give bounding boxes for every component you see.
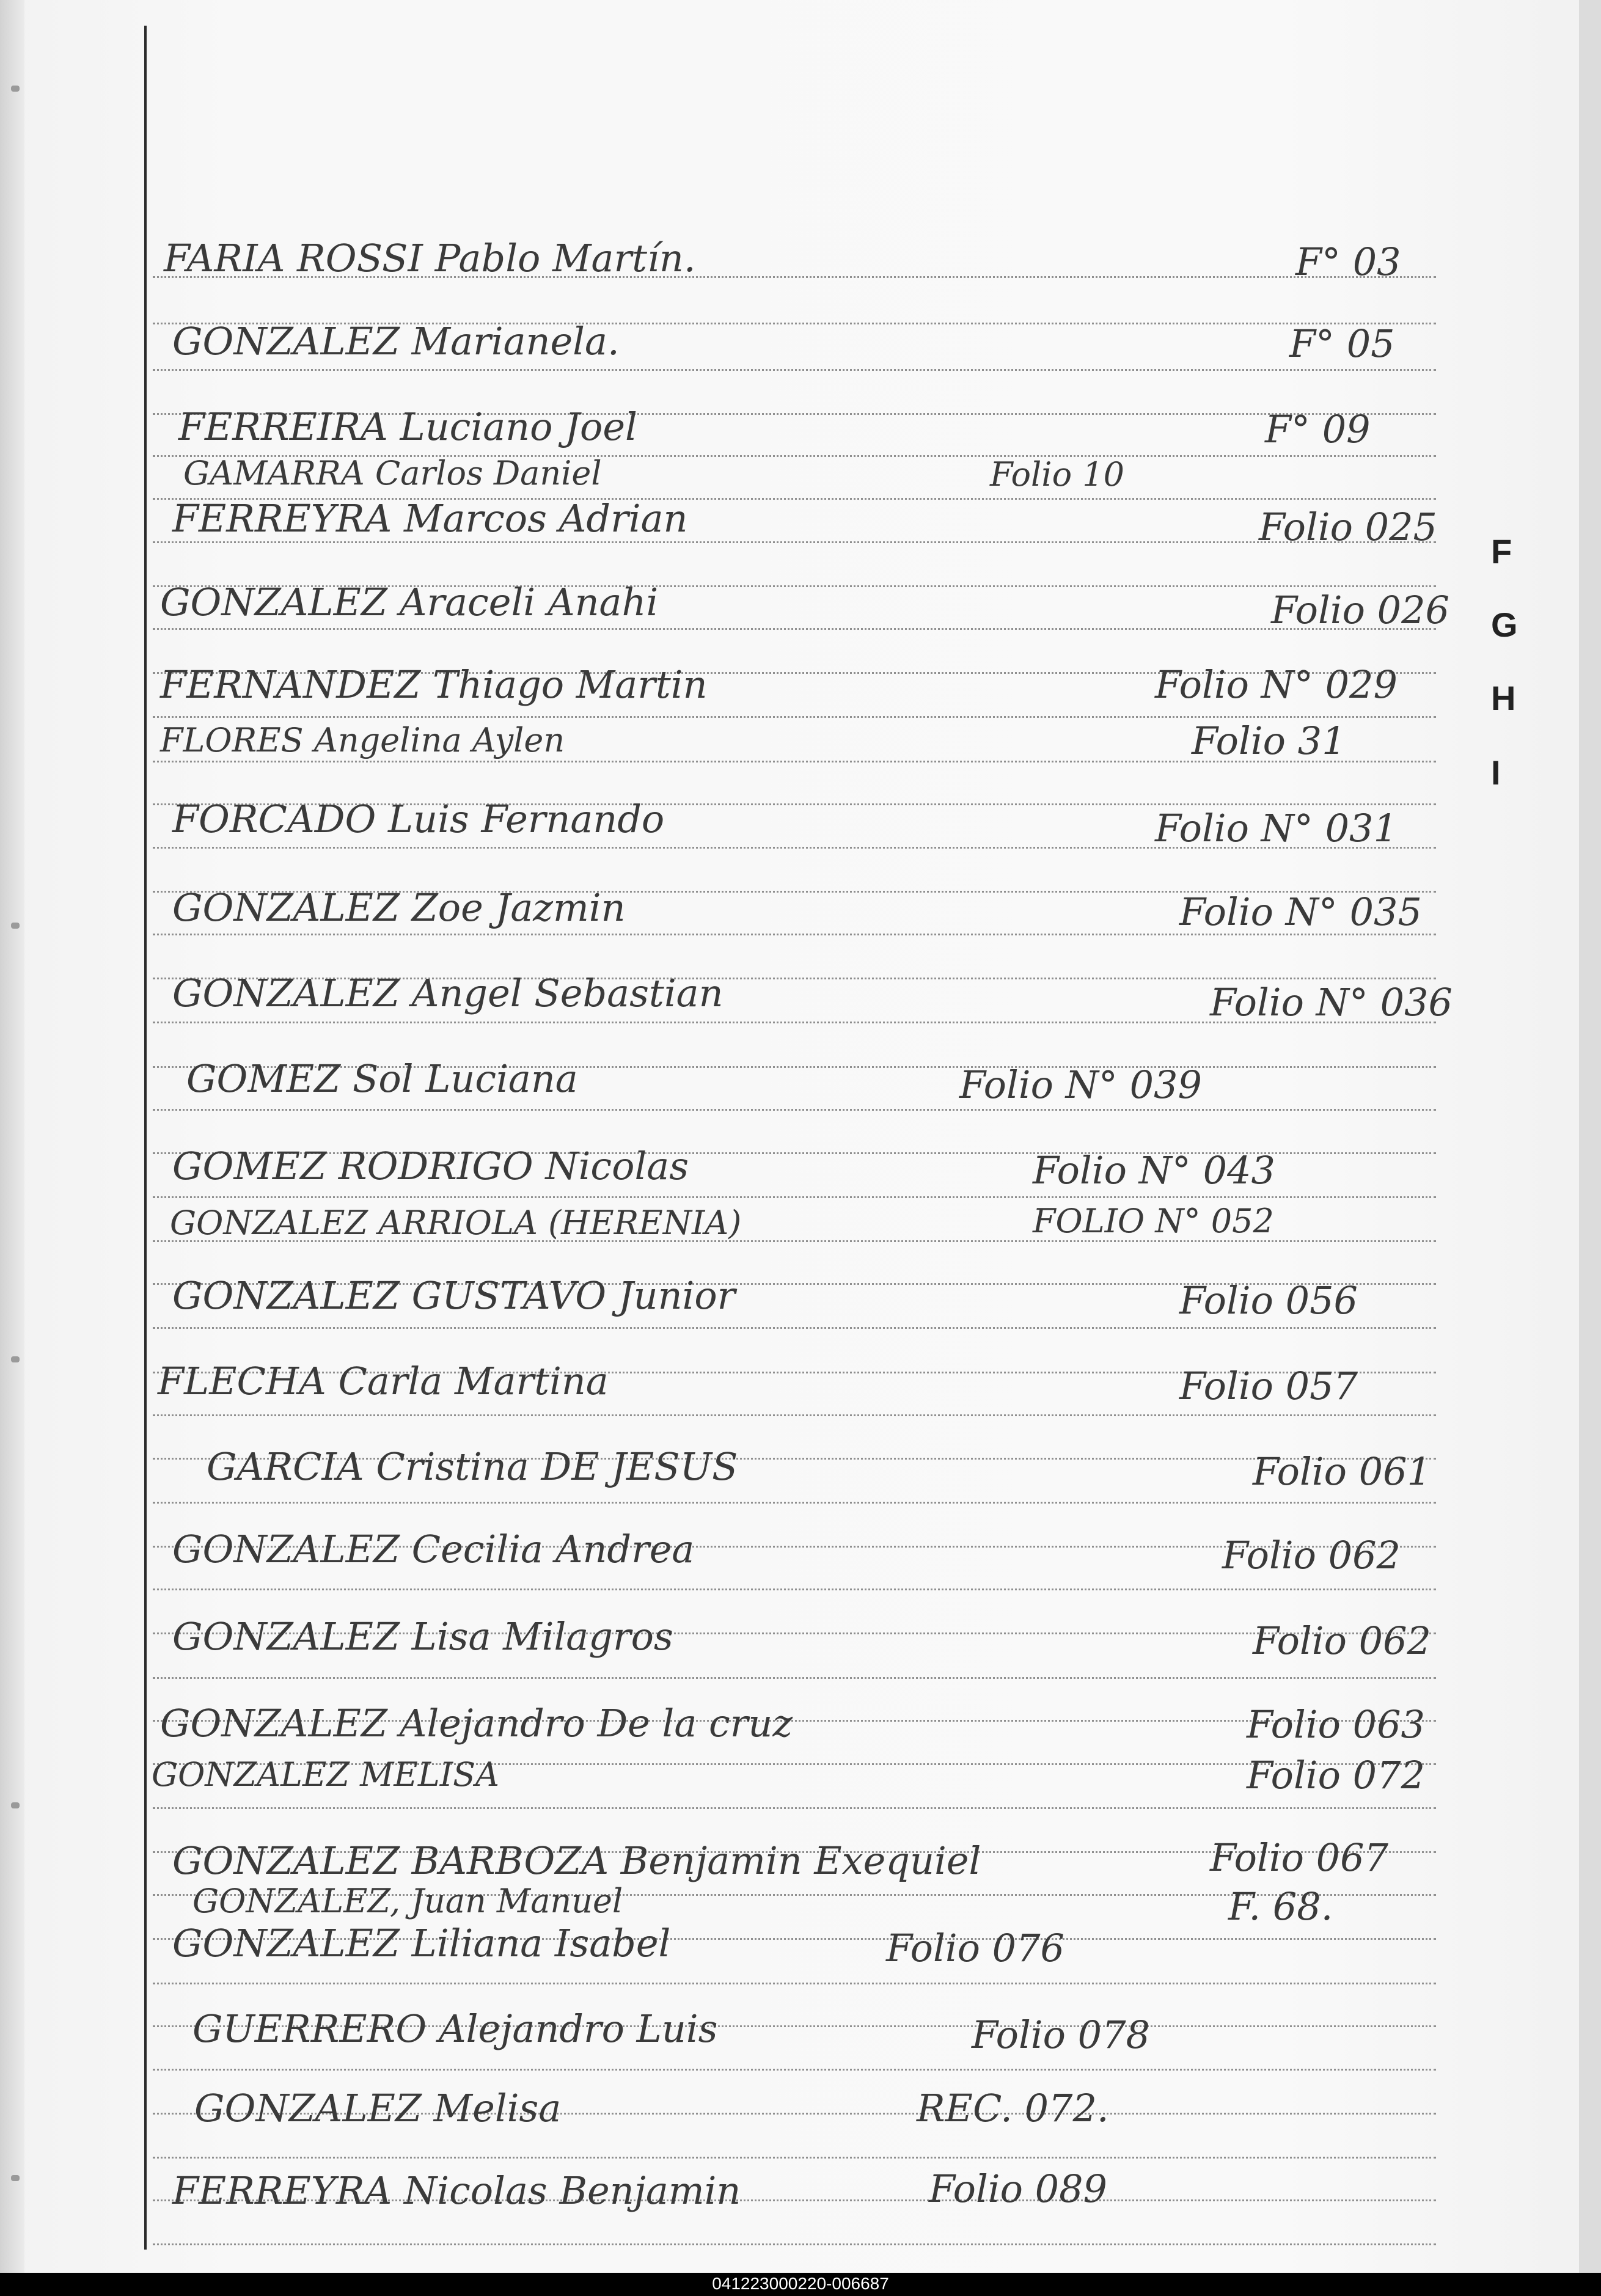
entry-folio: Folio 31 bbox=[1192, 718, 1346, 763]
entry-name: GONZALEZ Marianela. bbox=[172, 319, 620, 364]
binding-edge bbox=[0, 0, 24, 2273]
ruled-line bbox=[153, 369, 1436, 371]
entry-name: FLECHA Carla Martina bbox=[158, 1359, 609, 1403]
entry-name: FLORES Angelina Aylen bbox=[160, 721, 565, 759]
entry-folio: Folio N° 031 bbox=[1155, 806, 1398, 850]
binding-hole bbox=[11, 1356, 20, 1362]
entry-folio: Folio 062 bbox=[1222, 1533, 1401, 1578]
entry-name: GONZALEZ Lisa Milagros bbox=[172, 1614, 673, 1659]
entry-folio: Folio 072 bbox=[1247, 1753, 1425, 1797]
ruled-line bbox=[153, 2069, 1436, 2071]
page-edge bbox=[1579, 0, 1601, 2273]
entry-folio: Folio 078 bbox=[972, 2013, 1150, 2057]
entry-name: GONZALEZ, Juan Manuel bbox=[192, 1882, 623, 1920]
binding-hole bbox=[11, 1802, 20, 1808]
entry-folio: Folio 063 bbox=[1247, 1702, 1425, 1747]
entry-folio: Folio 025 bbox=[1259, 505, 1437, 549]
entry-folio: Folio 10 bbox=[990, 455, 1124, 494]
ruled-line bbox=[153, 1196, 1436, 1198]
ruled-line bbox=[153, 1414, 1436, 1416]
entry-folio: Folio 057 bbox=[1179, 1364, 1358, 1408]
entry-name: FERREYRA Marcos Adrian bbox=[172, 496, 688, 541]
entry-folio: Folio N° 043 bbox=[1033, 1148, 1275, 1193]
index-letter-g: G bbox=[1491, 605, 1518, 644]
entry-folio: F. 68. bbox=[1228, 1884, 1333, 1929]
entry-name: FERNANDEZ Thiago Martin bbox=[160, 662, 708, 707]
entry-name: GONZALEZ BARBOZA Benjamin Exequiel bbox=[172, 1838, 981, 1883]
entry-name: FARIA ROSSI Pablo Martín. bbox=[164, 236, 696, 280]
entry-folio: Folio 056 bbox=[1179, 1278, 1358, 1323]
entry-folio: FOLIO N° 052 bbox=[1033, 1202, 1274, 1240]
binding-hole bbox=[11, 2175, 20, 2181]
entry-name: GONZALEZ Zoe Jazmin bbox=[172, 885, 626, 930]
ruled-line bbox=[153, 628, 1436, 630]
entry-folio: Folio 062 bbox=[1253, 1618, 1431, 1663]
binding-hole bbox=[11, 86, 20, 92]
ruled-line bbox=[153, 2243, 1436, 2245]
entry-name: GAMARRA Carlos Daniel bbox=[183, 454, 602, 492]
entry-folio: F° 05 bbox=[1289, 321, 1395, 366]
entry-folio: Folio 089 bbox=[929, 2166, 1107, 2211]
entry-name: GONZALEZ Araceli Anahi bbox=[160, 580, 659, 624]
entry-name: FERREYRA Nicolas Benjamin bbox=[172, 2168, 741, 2213]
margin-line bbox=[144, 26, 147, 2250]
entry-name: GUERRERO Alejandro Luis bbox=[192, 2006, 718, 2051]
entry-name: GONZALEZ MELISA bbox=[152, 1755, 500, 1794]
ruled-line bbox=[153, 716, 1436, 718]
index-letter-i: I bbox=[1491, 753, 1501, 792]
ruled-line bbox=[153, 1677, 1436, 1679]
ruled-line bbox=[153, 541, 1436, 543]
index-letter-h: H bbox=[1491, 679, 1516, 717]
entry-name: GONZALEZ GUSTAVO Junior bbox=[172, 1273, 736, 1318]
entry-name: GOMEZ RODRIGO Nicolas bbox=[172, 1144, 689, 1188]
ruled-line bbox=[153, 1807, 1436, 1809]
ruled-line bbox=[153, 1502, 1436, 1504]
document-id: 041223000220-006687 bbox=[712, 2274, 889, 2293]
entry-name: GONZALEZ Cecilia Andrea bbox=[172, 1527, 695, 1571]
entry-name: FORCADO Luis Fernando bbox=[172, 797, 665, 841]
entry-folio: Folio 067 bbox=[1210, 1835, 1388, 1880]
entry-name: GONZALEZ Alejandro De la cruz bbox=[160, 1701, 793, 1746]
ruled-line bbox=[153, 1589, 1436, 1590]
entry-name: FERREIRA Luciano Joel bbox=[178, 404, 637, 449]
binding-hole bbox=[11, 923, 20, 929]
entry-folio: Folio N° 036 bbox=[1210, 980, 1453, 1025]
entry-folio: Folio 061 bbox=[1253, 1449, 1431, 1494]
entry-name: GONZALEZ Liliana Isabel bbox=[172, 1921, 671, 1965]
entry-folio: Folio 026 bbox=[1271, 588, 1449, 632]
entry-name: GONZALEZ Angel Sebastian bbox=[172, 971, 724, 1015]
entry-name: GONZALEZ ARRIOLA (HERENIA) bbox=[170, 1204, 742, 1242]
entry-folio: Folio N° 039 bbox=[959, 1062, 1202, 1107]
entry-name: GARCIA Cristina DE JESUS bbox=[207, 1444, 738, 1489]
entry-name: GOMEZ Sol Luciana bbox=[186, 1056, 578, 1101]
ruled-line bbox=[153, 2157, 1436, 2159]
ruled-line bbox=[153, 1109, 1436, 1111]
ruled-line bbox=[153, 1983, 1436, 1984]
entry-name: GONZALEZ Melisa bbox=[194, 2086, 562, 2130]
entry-folio: Folio N° 029 bbox=[1155, 662, 1398, 707]
entry-folio: Folio 076 bbox=[886, 1926, 1064, 1970]
entry-folio: F° 03 bbox=[1295, 239, 1401, 284]
index-letter-f: F bbox=[1491, 532, 1512, 571]
ruled-line bbox=[153, 1327, 1436, 1329]
entry-folio: REC. 072. bbox=[917, 2086, 1109, 2130]
entry-folio: Folio N° 035 bbox=[1179, 890, 1422, 934]
entry-folio: F° 09 bbox=[1265, 407, 1371, 452]
